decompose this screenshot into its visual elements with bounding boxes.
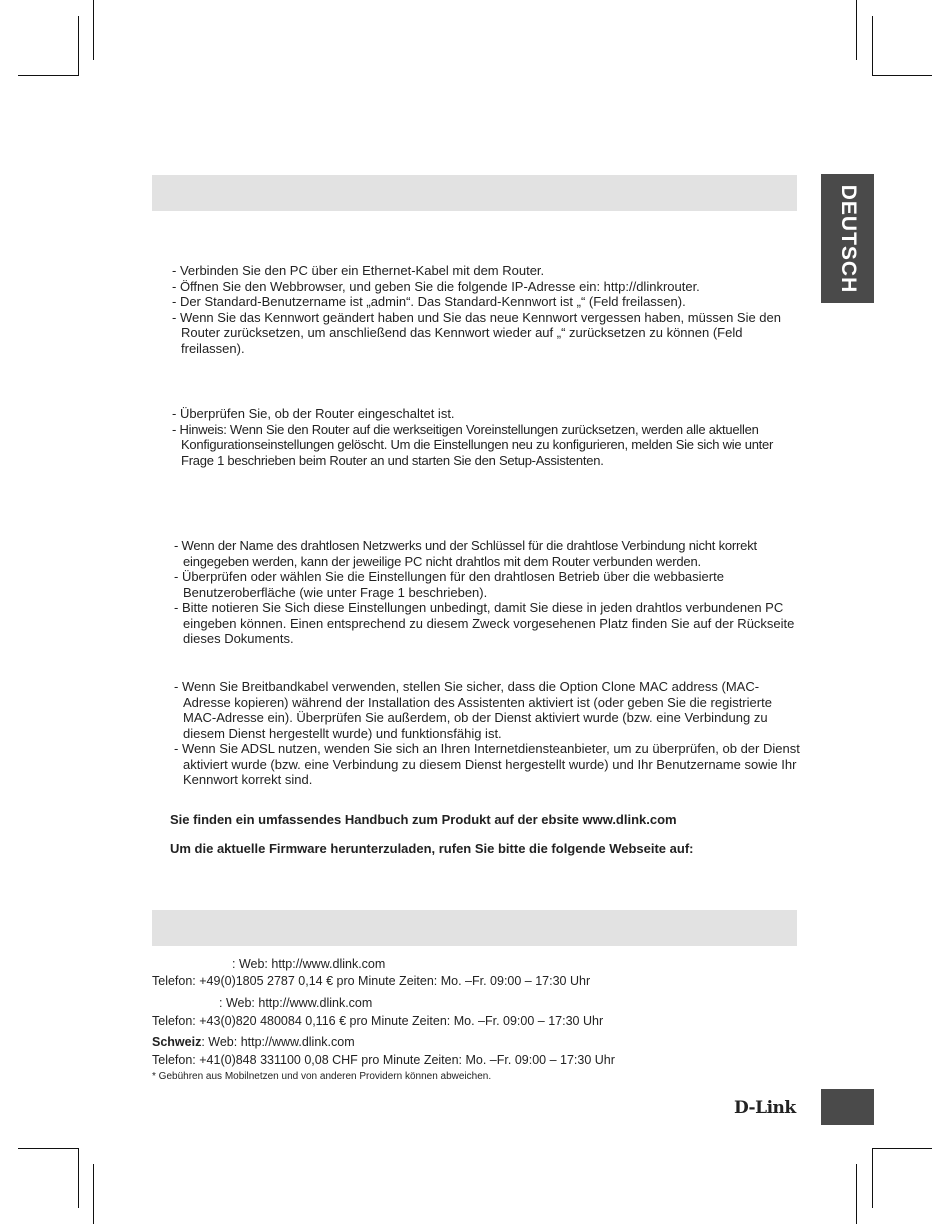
faq-section-2 [172,406,792,468]
language-tab [821,174,874,303]
switzerland-label: Schweiz [152,1035,202,1049]
manual-note: Sie finden ein umfassendes Handbuch zum Produkt auf der ebsite www.dlink.com [170,812,677,827]
list-item: - Hinweis: Wenn Sie den Router auf die werkseitigen Voreinstellungen zurücksetzen, werden alle aktuellen Konfigurationseinstellungen gelöscht. Um die Einstellungen neu zu konfigurieren, melden Sie sich wie unter Frage 1 beschrieben beim Router an und starten Sie den Setup-Assistenten. [172,421,774,468]
dlink-logo: D-Link [734,1098,796,1118]
list-item: - Wenn Sie Breitbandkabel verwenden, stellen Sie sicher, dass die Option Clone MAC address (MAC-Adresse kopieren) während der Installation des Assistenten aktiviert ist (oder geben Sie die registrierte MAC-Adresse ein). Überprüfen Sie außerdem, ob der Dienst aktiviert wurde (bzw. eine Verbindung zu diesem Dienst hergestellt wurde) und funktionsfähig ist. [174,679,772,741]
crop-mark [872,75,932,76]
austria-web: : Web: http://www.dlink.com [219,996,373,1010]
list-item: - Öffnen Sie den Webbrowser, und geben Sie die folgende IP-Adresse ein: http://dlinkrouter. [172,278,700,294]
list-item: - Der Standard-Benutzername ist „admin“. Das Standard-Kennwort ist „“ (Feld freilassen). [172,294,686,309]
list-item: - Bitte notieren Sie Sich diese Einstellungen unbedingt, damit Sie diese in jeden drahtlos verbundenen PC eingeben können. Einen entsprechend zu diesem Zweck vorgesehenen Platz finden Sie auf der Rückseite dieses Dokuments. [174,600,795,646]
crop-mark [78,16,79,76]
language-tab-label: DEUTSCH [836,184,860,293]
crop-mark [18,75,78,76]
list-item: - Wenn der Name des drahtlosen Netzwerks und der Schlüssel für die drahtlose Verbindung nicht korrekt eingegeben werden, kann der jeweilige PC nicht drahtlos mit dem Router verbunden werden. [174,538,757,569]
list-item: - Überprüfen Sie, ob der Router eingeschaltet ist. [172,406,455,421]
crop-mark [872,16,873,76]
list-item: - Überprüfen oder wählen Sie die Einstellungen für den drahtlosen Betrieb über die webbasierte Benutzeroberfläche (wie unter Frage 1 beschrieben). [174,569,724,600]
faq-section-1 [172,263,800,356]
faq-section-3 [174,538,798,647]
crop-mark [856,0,857,60]
austria-phone: Telefon: +43(0)820 480084 0,116 € pro Minute Zeiten: Mo. –Fr. 09:00 – 17:30 Uhr [152,1014,604,1028]
page-number-box [821,1089,874,1125]
faq-section-4 [174,679,800,788]
list-item: - Verbinden Sie den PC über ein Ethernet-Kabel mit dem Router. [172,263,545,278]
crop-mark [872,1148,932,1149]
germany-web: : Web: http://www.dlink.com [232,957,386,971]
crop-mark [856,1164,857,1224]
list-item: - Wenn Sie das Kennwort geändert haben und Sie das neue Kennwort vergessen haben, müssen Sie den Router zurücksetzen, um anschließend das Kennwort wieder auf „“ zurücksetzen zu können (Feld freilassen). [172,309,782,356]
crop-mark [78,1148,79,1208]
switzerland-phone: Telefon: +41(0)848 331100 0,08 CHF pro Minute Zeiten: Mo. –Fr. 09:00 – 17:30 Uhr [152,1053,615,1067]
switzerland-web [152,1035,355,1049]
contact-header-bar [152,910,797,946]
footnote: * Gebühren aus Mobilnetzen und von anderen Providern können abweichen. [152,1071,492,1082]
germany-phone: Telefon: +49(0)1805 2787 0,14 € pro Minute Zeiten: Mo. –Fr. 09:00 – 17:30 Uhr [152,974,591,988]
switzerland-web-link: : Web: http://www.dlink.com [201,1035,355,1049]
crop-mark [872,1148,873,1208]
list-item: - Wenn Sie ADSL nutzen, wenden Sie sich an Ihren Internetdiensteanbieter, um zu überprüfen, ob der Dienst aktiviert wurde (bzw. eine Verbindung zu diesem Dienst hergestellt wurde) und Ihr Benutzername sowie Ihr Kennwort korrekt sind. [174,741,800,787]
crop-mark [93,1164,94,1224]
crop-mark [93,0,94,60]
section-header-bar [152,175,797,211]
firmware-note: Um die aktuelle Firmware herunterzuladen, rufen Sie bitte die folgende Webseite auf: [170,841,694,856]
crop-mark [18,1148,78,1149]
